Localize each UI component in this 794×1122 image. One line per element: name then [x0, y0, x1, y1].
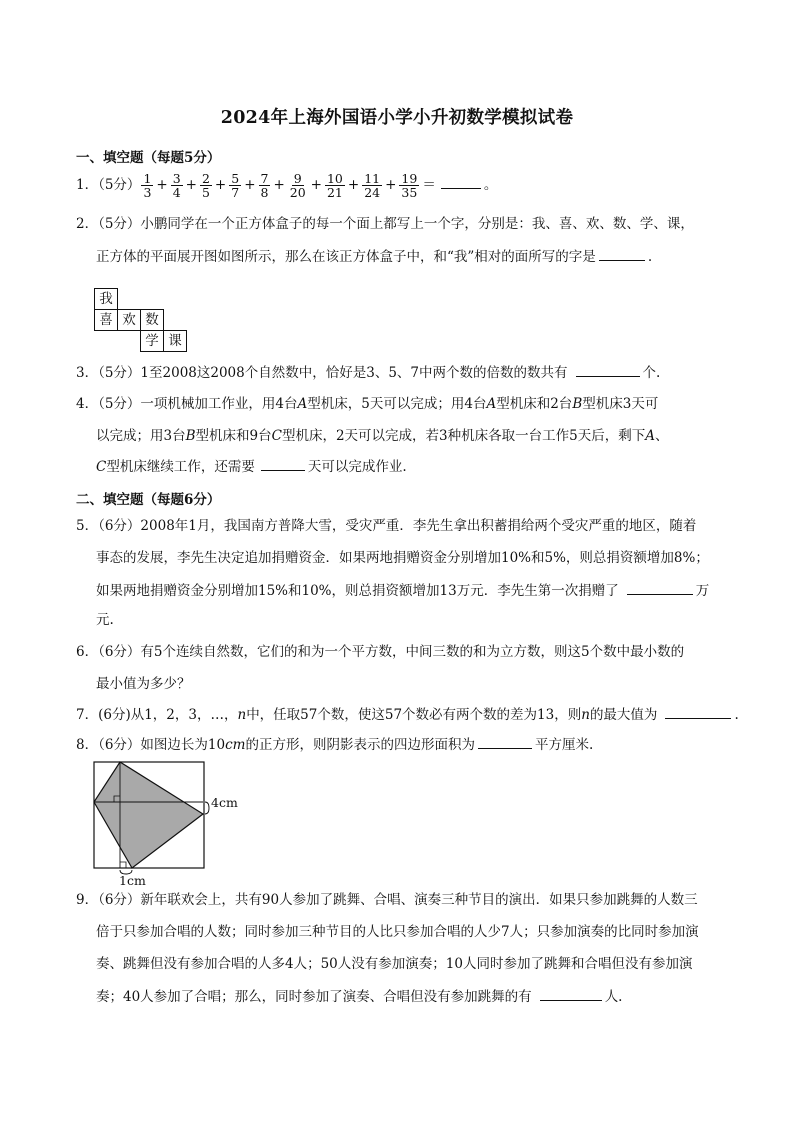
fraction: $\frac{19}{35}$	[401, 171, 418, 200]
fraction: $\frac{2}{5}$	[201, 171, 210, 200]
fraction: $\frac{9}{20}$	[289, 171, 306, 200]
net-cell: 数	[140, 309, 164, 331]
question-7: 7．(6分)从1，2，3，…，n中，任取57个数，使这57个数必有两个数的差为13，则n的最大值为 .	[76, 704, 739, 725]
question-5-line-3: 如果两地捐赠资金分别增加15%和10%，则总捐资额增加13万元．李先生第一次捐赠了 万	[96, 580, 709, 601]
fraction: $\frac{7}{8}$	[260, 171, 269, 200]
question-9-line-1: 9．（6分）新年联欢会上，共有90人参加了跳舞、合唱、演奏三种节目的演出．如果只参加跳舞的人数三	[76, 892, 698, 908]
answer-blank[interactable]	[441, 174, 481, 189]
question-5-line-2: 事态的发展，李先生决定追加捐赠资金．如果两地捐赠资金分别增加10%和5%，则总捐资额增加8%；	[96, 550, 709, 566]
page-title: 2024年上海外国语小学小升初数学模拟试卷	[220, 108, 574, 128]
square-figure	[88, 758, 258, 888]
answer-blank[interactable]	[665, 704, 731, 719]
section-heading-1: 一、填空题（每题5分）	[76, 150, 221, 166]
answer-blank[interactable]	[599, 246, 645, 261]
question-3: 3．（5分）1至2008这2008个自然数中，恰好是3、5、7中两个数的倍数的数共有 个.	[76, 362, 660, 383]
fraction: $\frac{1}{3}$	[143, 171, 152, 200]
question-4-line-2: 以完成；用3台B型机床和9台C型机床，2天可以完成，若3种机床各取一台工作5天后，剩下A、	[96, 428, 669, 444]
question-8: 8．（6分）如图边长为10cm的正方形，则阴影表示的四边形面积为 平方厘米.	[76, 734, 593, 755]
label-4cm: 4cm	[211, 795, 238, 810]
question-9-line-2: 倍于只参加合唱的人数；同时参加三种节目的人比只参加合唱的人少7人；只参加演奏的比同时参加演	[96, 924, 699, 940]
question-2-line-2: 正方体的平面展开图如图所示，那么在该正方体盒子中，和“我”相对的面所写的字是 .	[96, 246, 652, 267]
fraction: $\frac{3}{4}$	[172, 171, 181, 200]
question-9-line-4: 奏；40人参加了合唱；那么，同时参加了演奏、合唱但没有参加跳舞的有 人.	[96, 986, 622, 1007]
fraction: $\frac{10}{21}$	[326, 171, 343, 200]
fraction: $\frac{5}{7}$	[231, 171, 240, 200]
fraction: $\frac{11}{24}$	[364, 171, 381, 200]
label-1cm: 1cm	[119, 873, 146, 888]
answer-blank[interactable]	[540, 986, 602, 1001]
answer-blank[interactable]	[627, 580, 693, 595]
question-6-line-2: 最小值为多少？	[96, 676, 191, 692]
question-6-line-1: 6．（6分）有5个连续自然数，它们的和为一个平方数，中间三数的和为立方数，则这5个数中最小数的	[76, 644, 685, 660]
section-heading-2: 二、填空题（每题6分）	[76, 492, 221, 508]
net-cell: 欢	[117, 309, 141, 331]
question-5-line-1: 5．（6分）2008年1月，我国南方普降大雪，受灾严重．李先生拿出积蓄捐给两个受灾严重的地区，随着	[76, 518, 697, 534]
net-cell: 课	[163, 330, 187, 352]
net-cell: 学	[140, 330, 164, 352]
question-1: 1．（5分） $\frac{1}{3}$ + $\frac{3}{4}$ + $\frac{2}{5}$ + $\frac{5}{7}$ + $\frac{7}{8}$ + $\frac{9}{20}$ + $\frac{10}{21}$ + $\frac{11}{24}$ + $\frac{19}{35}$ ＝ 。	[76, 171, 498, 200]
question-1-prefix: 1．（5分）	[76, 177, 141, 193]
question-5-line-4: 元.	[96, 612, 114, 628]
question-2-line-1: 2．（5分）小鹏同学在一个正方体盒子的每一个面上都写上一个字，分别是：我、喜、欢、数、学、课，	[76, 216, 694, 232]
net-cell: 我	[94, 288, 118, 310]
question-4-line-3: C型机床继续工作，还需要 天可以完成作业.	[96, 456, 407, 477]
answer-blank[interactable]	[261, 456, 305, 471]
answer-blank[interactable]	[478, 734, 532, 749]
question-9-line-3: 奏、跳舞但没有参加合唱的人多4人；50人没有参加演奏；10人同时参加了跳舞和合唱但没有参加演	[96, 956, 693, 972]
net-cell: 喜	[94, 309, 118, 331]
answer-blank[interactable]	[576, 362, 640, 377]
question-4-line-1: 4．（5分）一项机械加工作业，用4台A型机床，5天可以完成；用4台A型机床和2台B型机床3天可	[76, 396, 659, 412]
